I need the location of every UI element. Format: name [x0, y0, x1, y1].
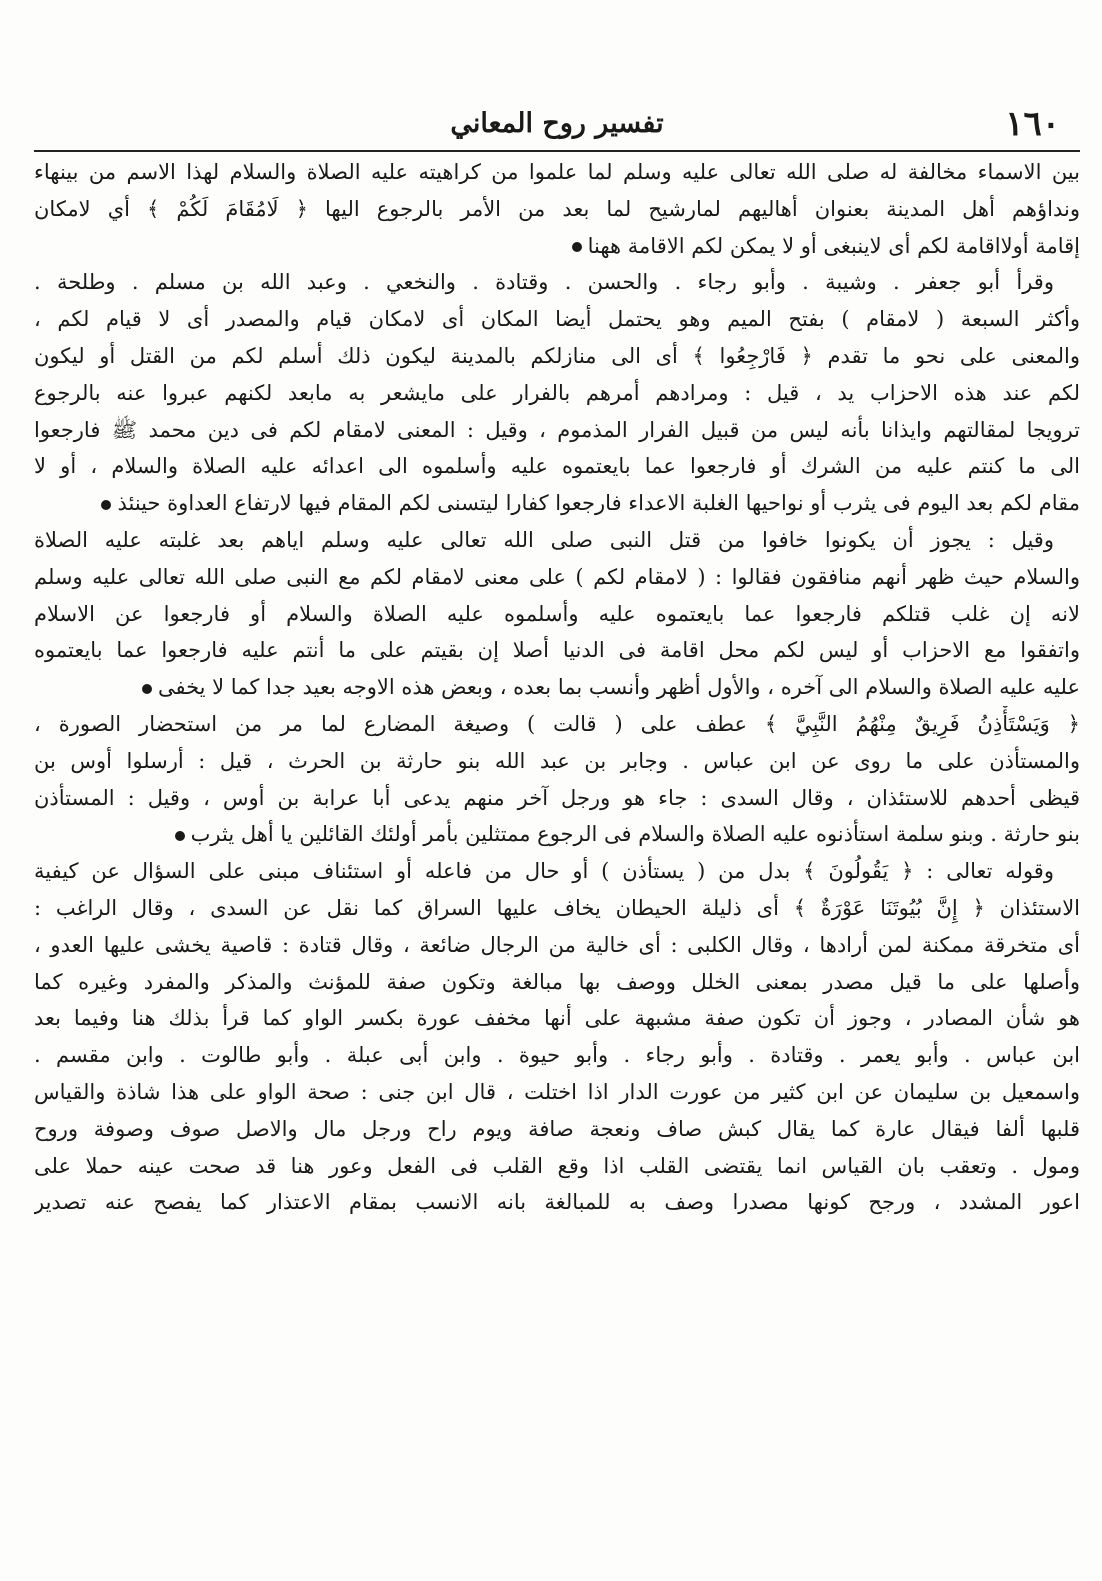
text-line: إقامة أولااقامة لكم أى لاينبغى أو لا يمكن لكم الاقامة ههنا: [34, 228, 1080, 265]
text-line: هو شأن المصادر ، وجوز أن تكون صفة مشبهة على أنها مخفف عورة بكسر الواو كما قرأ بذلك هنا وفيما بعد: [34, 1006, 1080, 1031]
text-line: ابن عباس . وأبو يعمر . وقتادة . وأبو رجاء . وأبو حيوة . وابن أبى عبلة . وأبو طالوت . وابن مقسم .: [34, 1043, 1080, 1068]
text-line: وقرأ أبو جعفر . وشيبة . وأبو رجاء . والحسن . وقتادة . والنخعي . وعبد الله بن مسلم . وطلحة .: [34, 270, 1054, 295]
paragraph-end-mark: [142, 684, 152, 694]
text-line: قيظى أحدهم للاستئذان ، وقال السدى : جاء هو ورجل آخر منهم يدعى أبا عرابة بن أوس ، وقيل : المستأذن: [34, 785, 1080, 810]
text-line: لكم عند هذه الاحزاب يد ، قيل : ومرادهم أمرهم بالفرار على مايشعر به مابعد لكنهم عبروا عنه بالرجوع: [34, 380, 1080, 405]
text-line: ونداؤهم أهل المدينة بعنوان أهاليهم لمارشيح لما بعد من الأمر بالرجوع اليها ﴿ لَامُقَامَ لَكُمْ ﴾ أي لامكان: [34, 196, 1080, 221]
text-line: والمعنى على نحو ما تقدم ﴿ فَارْجِعُوا ﴾ أى الى منازلكم بالمدينة ليكون ذلك أسلم لكم من القتل أو ليكون: [34, 343, 1080, 368]
page-number: ١٦٠: [1005, 104, 1060, 144]
page-header: [34, 104, 1080, 148]
text-line: لانه إن غلب قتلكم فارجعوا عما بايعتموه عليه وأسلموه عليه الصلاة والسلام أو فارجعوا عن الاسلام: [34, 601, 1080, 626]
text-line: ومول . وتعقب بان القياس انما يقتضى القلب اذا وقع القلب فى الفعل وعور هنا قد صحت عينه حملا على: [34, 1153, 1080, 1178]
text-line: ترويجا لمقالتهم وايذانا بأنه ليس من قبيل الفرار المذموم ، وقيل : المعنى لامقام لكم فى دين محمد ﷺ فارجعوا: [34, 417, 1080, 442]
text-line: ﴿ وَيَسْتَأْذِنُ فَرِيقٌ مِنْهُمُ النَّبِيَّ ﴾ عطف على ( قالت ) وصيغة المضارع لما مر من استحضار الصورة ،: [34, 711, 1080, 736]
paragraph-end-mark: [101, 500, 111, 510]
text-line: وقيل : يجوز أن يكونوا خافوا من قتل النبى صلى الله تعالى عليه وسلم اياهم بعد غلبته عليه الصلاة: [34, 527, 1054, 552]
text-line: قلبها ألفا فيقال عارة كما يقال كبش صاف ونعجة صافة ويوم راح ورجل مال والاصل صوف وصوفة وروح: [34, 1116, 1080, 1141]
paragraph-end-mark: [175, 831, 185, 841]
text-line: الاستئذان ﴿ إِنَّ بُيُوتَنَا عَوْرَةٌ ﴾ أى ذليلة الحيطان يخاف عليها السراق كما نقل عن السدى ، وقال الراغب :: [34, 895, 1080, 920]
text-line: واتفقوا مع الاحزاب أو ليس لكم محل اقامة فى الدنيا أصلا إن بقيتم على ما أنتم عليه فارجعوا عما بايعتموه: [34, 638, 1080, 663]
text-line: مقام لكم بعد اليوم فى يثرب أو نواحيها الغلبة الاعداء فارجعوا كفارا ليتسنى لكم المقام فيها لارتفاع العداوة حينئذ: [34, 485, 1080, 522]
header-rule: [34, 150, 1080, 152]
text-line: بين الاسماء مخالفة له صلى الله تعالى عليه وسلم لما علموا من كراهيته عليه الصلاة والسلام لهذا الاسم من بينهاء: [34, 160, 1080, 184]
paragraph-end-mark: [572, 242, 582, 252]
body-text: [34, 154, 1080, 1464]
text-line: والسلام حيث ظهر أنهم منافقون فقالوا : ( لامقام لكم ) على معنى لامقام لكم مع النبى صلى الله تعالى عليه وسلم: [34, 564, 1080, 589]
text-line: بنو حارثة . وبنو سلمة استأذنوه عليه الصلاة والسلام فى الرجوع ممتثلين بأمر أولئك القائلين يا أهل يثرب: [34, 816, 1080, 853]
text-line: والمستأذن على ما روى عن ابن عباس . وجابر بن عبد الله بنو حارثة بن الحرث ، قيل : أرسلوا أوس بن: [34, 748, 1080, 773]
text-line: الى ما كنتم عليه من الشرك أو فارجعوا عما بايعتموه عليه وأسلموه الى اعدائه عليه الصلاة والسلام ، أو لا: [34, 454, 1080, 479]
running-title: تفسير روح المعاني: [450, 108, 664, 139]
text-line: اعور المشدد ، ورجح كونها مصدرا وصف به للمبالغة بانه الانسب بمقام الاعتذار كما يفصح عنه تصدير: [34, 1190, 1080, 1215]
text-line: عليه عليه الصلاة والسلام الى آخره ، والأول أظهر وأنسب بما بعده ، وبعض هذه الاوجه بعيد جدا كما لا يخفى: [34, 669, 1080, 706]
text-line: أى متخرقة ممكنة لمن أرادها ، وقال الكلبى : أى خالية من الرجال ضائعة ، وقال قتادة : قاصية يخشى عليها العدو ،: [34, 932, 1080, 957]
text-line: وأصلها على ما قيل مصدر بمعنى الخلل ووصف بها مبالغة وتكون صفة للمؤنث والمذكر والمفرد وغيره كما: [34, 969, 1080, 994]
text-line: وأكثر السبعة ( لامقام ) بفتح الميم وهو يحتمل أيضا المكان أى لامكان قيام والمصدر أى لا قيام لكم ،: [34, 307, 1080, 332]
text-line: واسمعيل بن سليمان عن ابن كثير من عورت الدار اذا اختلت ، قال ابن جنى : صحة الواو على هذا شاذة والقياس: [34, 1079, 1080, 1104]
text-line: وقوله تعالى : ﴿ يَقُولُونَ ﴾ بدل من ( يستأذن ) أو حال من فاعله أو استئناف مبنى على السؤال عن كيفية: [34, 859, 1054, 884]
